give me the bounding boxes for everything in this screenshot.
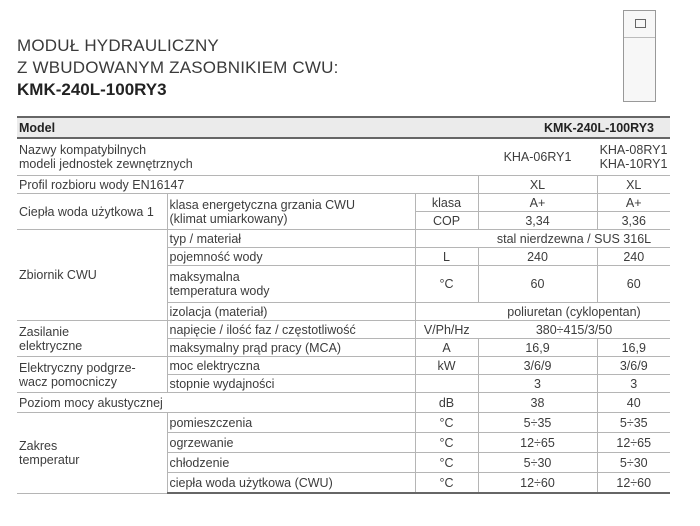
supply-mca-v2: 16,9 <box>597 339 670 357</box>
header-label: Model <box>17 117 167 138</box>
tank-volume-v1: 240 <box>478 248 597 266</box>
profile-v2: XL <box>597 176 670 194</box>
tank-volume-v2: 240 <box>597 248 670 266</box>
supply-section: Zasilanie elektryczne <box>17 321 167 357</box>
cwu1-sub: klasa energetyczna grzania CWU (klimat umiarkowany) <box>167 194 415 230</box>
tank-volume-unit: L <box>415 248 478 266</box>
heater-power-row <box>17 357 670 375</box>
noise-label: Poziom mocy akustycznej <box>17 393 415 413</box>
tank-type-value: stal nierdzewna / SUS 316L <box>478 230 670 248</box>
cwu1-a1: A+ <box>478 194 597 212</box>
temp-cool-v2: 5÷30 <box>597 453 670 473</box>
heater-stage-label: stopnie wydajności <box>167 375 415 393</box>
temp-room-unit: °C <box>415 413 478 433</box>
supply-volt-label: napięcie / ilość faz / częstotliwość <box>167 321 415 339</box>
temp-dhw-label: ciepła woda użytkowa (CWU) <box>167 473 415 494</box>
supply-mca-unit: A <box>415 339 478 357</box>
compat-v2: KHA-08RY1 KHA-10RY1 <box>597 138 670 176</box>
title-model: KMK-240L-100RY3 <box>17 80 167 99</box>
title-line-2: Z WBUDOWANYM ZASOBNIKIEM CWU: <box>17 58 339 77</box>
temp-heat-unit: °C <box>415 433 478 453</box>
heater-power-label: moc elektryczna <box>167 357 415 375</box>
spec-table <box>17 116 670 494</box>
header-model: KMK-240L-100RY3 <box>167 117 670 138</box>
tank-maxtemp-v2: 60 <box>597 266 670 303</box>
temp-room-v2: 5÷35 <box>597 413 670 433</box>
tank-maxtemp-label: maksymalna temperatura wody <box>167 266 415 303</box>
noise-v2: 40 <box>597 393 670 413</box>
temp-dhw-v1: 12÷60 <box>478 473 597 494</box>
profile-row <box>17 176 670 194</box>
temp-room-label: pomieszczenia <box>167 413 415 433</box>
heater-power-v1: 3/6/9 <box>478 357 597 375</box>
heater-stage-v1: 3 <box>478 375 597 393</box>
supply-mca-label: maksymalny prąd pracy (MCA) <box>167 339 415 357</box>
heater-power-unit: kW <box>415 357 478 375</box>
temp-heat-v1: 12÷65 <box>478 433 597 453</box>
tank-maxtemp-unit: °C <box>415 266 478 303</box>
tank-maxtemp-v1: 60 <box>478 266 597 303</box>
hydraulic-module-icon <box>623 10 656 102</box>
display-icon <box>635 19 646 28</box>
cwu1-b1: 3,34 <box>478 212 597 230</box>
temp-room-row <box>17 413 670 433</box>
temp-heat-label: ogrzewanie <box>167 433 415 453</box>
cwu1-a2: A+ <box>597 194 670 212</box>
temp-cool-label: chłodzenie <box>167 453 415 473</box>
tank-section: Zbiornik CWU <box>17 230 167 321</box>
profile-v1: XL <box>478 176 597 194</box>
compat-v1: KHA-06RY1 <box>478 138 597 176</box>
temp-cool-unit: °C <box>415 453 478 473</box>
supply-volt-value: 380÷415/3/50 <box>478 321 670 339</box>
noise-v1: 38 <box>478 393 597 413</box>
temp-room-v1: 5÷35 <box>478 413 597 433</box>
tank-volume-label: pojemność wody <box>167 248 415 266</box>
compat-row <box>17 138 670 176</box>
tank-insulation-label: izolacja (materiał) <box>167 303 415 321</box>
temp-cool-v1: 5÷30 <box>478 453 597 473</box>
supply-volt-unit: V/Ph/Hz <box>415 321 478 339</box>
tank-type-row <box>17 230 670 248</box>
cwu1-unit-b: COP <box>415 212 478 230</box>
cwu1-unit-a: klasa <box>415 194 478 212</box>
cwu1-section: Ciepła woda użytkowa 1 <box>17 194 167 230</box>
tank-insulation-value: poliuretan (cyklopentan) <box>478 303 670 321</box>
noise-row <box>17 393 670 413</box>
heater-section: Elektryczny podgrze- wacz pomocniczy <box>17 357 167 393</box>
temp-heat-v2: 12÷65 <box>597 433 670 453</box>
cwu1-b2: 3,36 <box>597 212 670 230</box>
profile-label: Profil rozbioru wody EN16147 <box>17 176 478 194</box>
noise-unit: dB <box>415 393 478 413</box>
tank-type-label: typ / materiał <box>167 230 415 248</box>
cwu1-class-row <box>17 194 670 212</box>
temp-section: Zakres temperatur <box>17 413 167 494</box>
supply-volt-row <box>17 321 670 339</box>
heater-power-v2: 3/6/9 <box>597 357 670 375</box>
header-row <box>17 117 670 138</box>
compat-label: Nazwy kompatybilnych modeli jednostek zewnętrznych <box>17 138 478 176</box>
title-line-1: MODUŁ HYDRAULICZNY <box>17 36 219 55</box>
heater-stage-v2: 3 <box>597 375 670 393</box>
temp-dhw-v2: 12÷60 <box>597 473 670 494</box>
temp-dhw-unit: °C <box>415 473 478 494</box>
supply-mca-v1: 16,9 <box>478 339 597 357</box>
